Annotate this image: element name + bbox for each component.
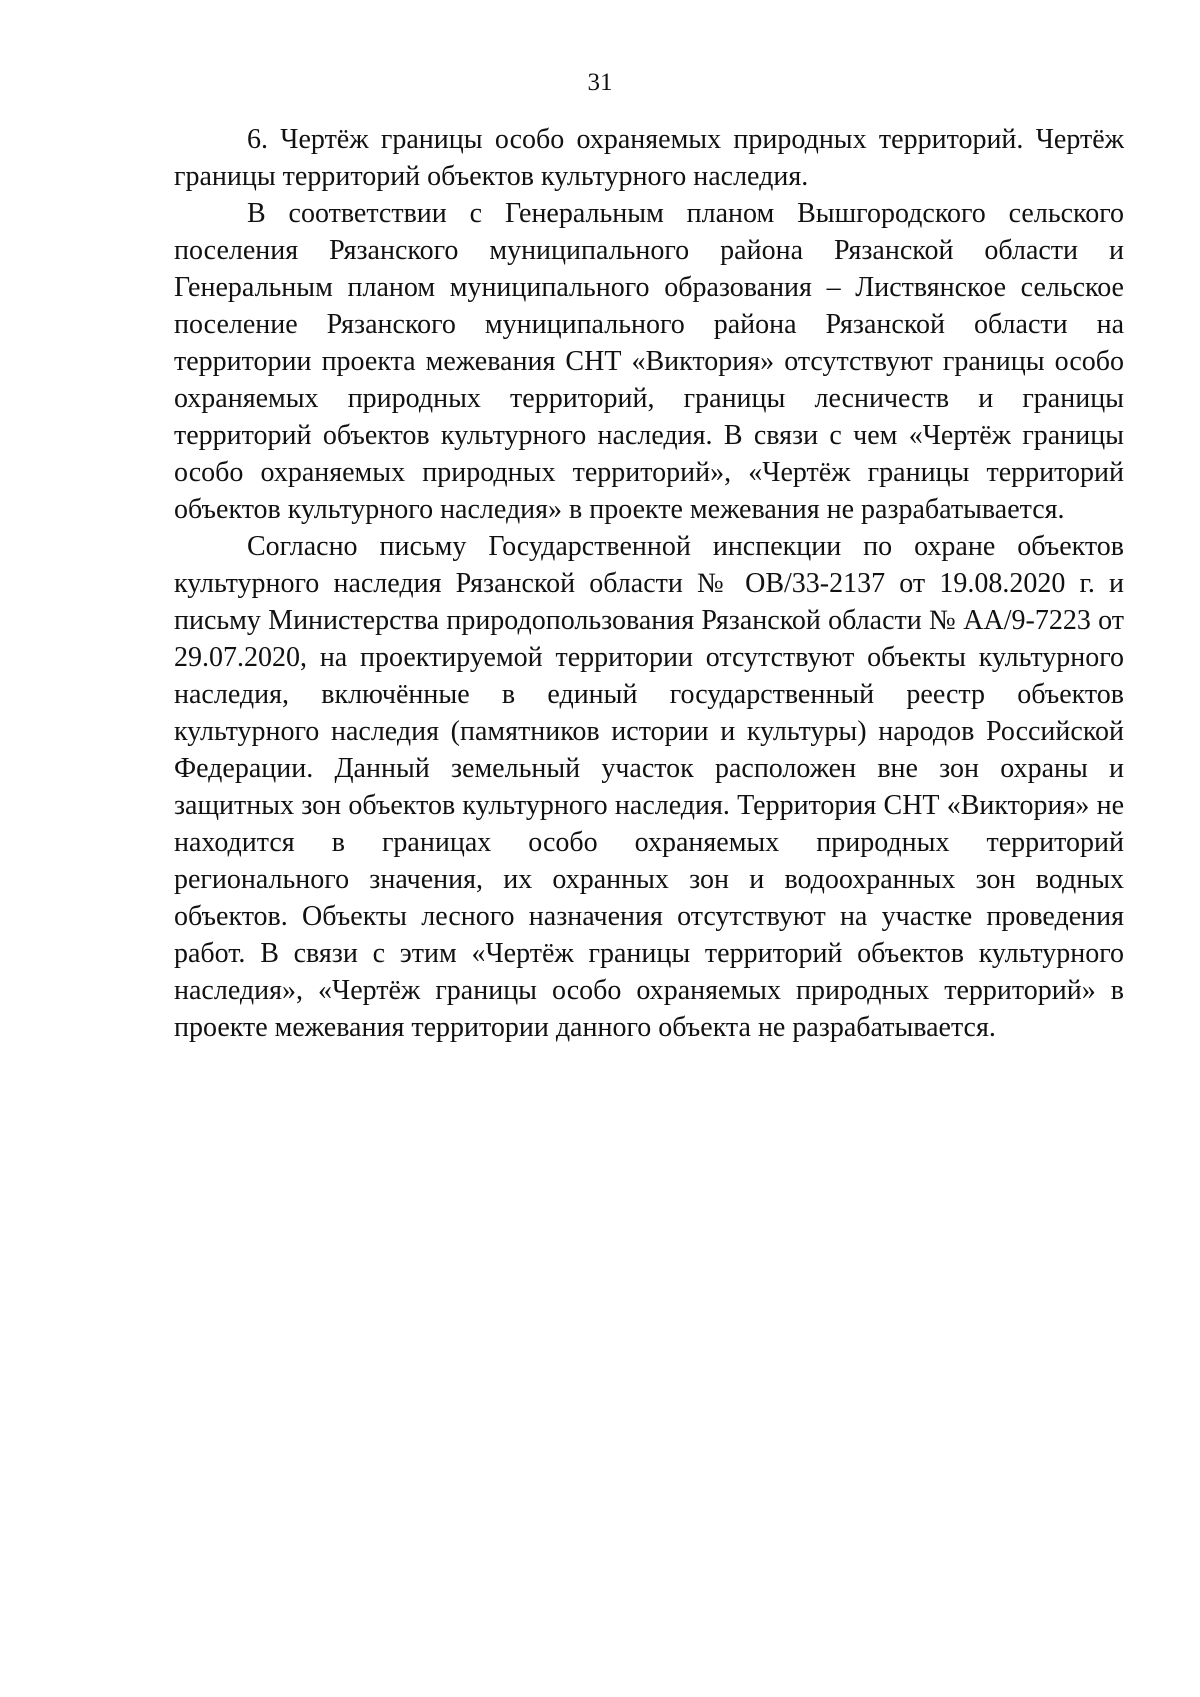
paragraph-general-plan: В соответствии с Генеральным планом Вышгородского сельского поселения Рязанского муниципального района Рязанской области и Генеральным планом муниципального образования – Листвянское сельское поселение Рязанского муниципального района Рязанской области на территории проекта межевания СНТ «Виктория» отсутствуют границы особо охраняемых природных территорий, границы лесничеств и границы территорий объектов культурного наследия. В связи с чем «Чертёж границы особо охраняемых природных территорий», «Чертёж границы территорий объектов культурного наследия» в проекте межевания не разрабатывается. [174,198,1124,525]
paragraph-section-heading: 6. Чертёж границы особо охраняемых природных территорий. Чертёж границы территорий объектов культурного наследия. [174,124,1124,192]
document-body [174,121,1124,1046]
page-number: 31 [587,69,613,96]
paragraph-inspection-letter: Согласно письму Государственной инспекции по охране объектов культурного наследия Рязанской области № ОВ/33-2137 от 19.08.2020 г. и письму Министерства природопользования Рязанской области № АА/9-7223 от 29.07.2020, на проектируемой территории отсутствуют объекты культурного наследия, включённые в единый государственный реестр объектов культурного наследия (памятников истории и культуры) народов Российской Федерации. Данный земельный участок расположен вне зон охраны и защитных зон объектов культурного наследия. Территория СНТ «Виктория» не находится в границах особо охраняемых природных территорий регионального значения, их охранных зон и водоохранных зон водных объектов. Объекты лесного назначения отсутствуют на участке проведения работ. В связи с этим «Чертёж границы территорий объектов культурного наследия», «Чертёж границы особо охраняемых природных территорий» в проекте межевания территории данного объекта не разрабатывается. [174,531,1124,1043]
